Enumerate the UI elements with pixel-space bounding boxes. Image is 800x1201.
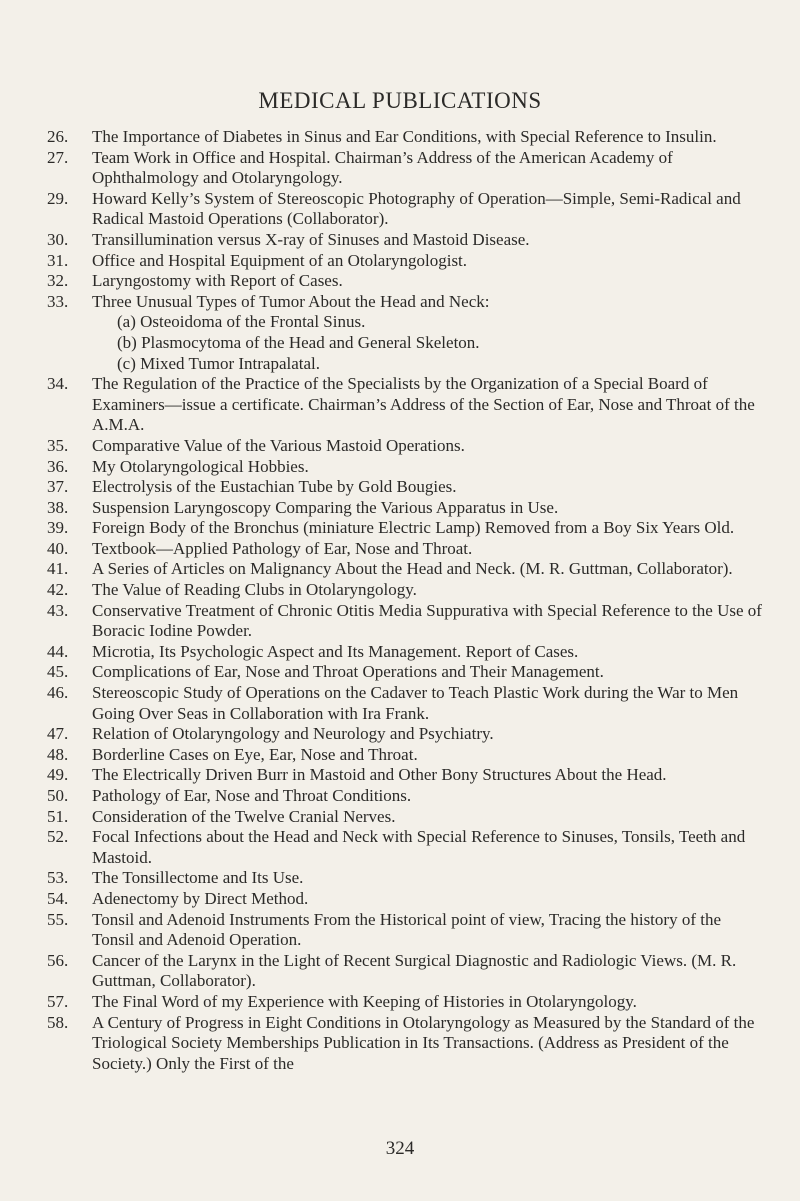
item-number: 50. — [47, 786, 69, 805]
item-text: Pathology of Ear, Nose and Throat Conditions. — [92, 786, 412, 805]
item-text: Comparative Value of the Various Mastoid Operations. — [92, 435, 465, 455]
item-text: The Electrically Driven Burr in Mastoid and Other Bony Structures About the Head. — [92, 765, 667, 785]
page-number: 324 — [385, 1138, 415, 1159]
item-text: Conservative Treatment of Chronic Otitis Media Suppurativa with Special Reference to the Use of Boracic Iodine Powder. — [92, 600, 762, 641]
item-text: Focal Infections about the Head and Neck with Special Reference to Sinuses, Tonsils, Teeth and Mastoid. — [92, 827, 746, 867]
item-text: Foreign Body of the Bronchus (miniature Electric Lamp) Removed from a Boy Six Years Old. — [92, 518, 735, 538]
list-item — [47, 786, 762, 807]
list-item — [47, 477, 762, 498]
list-item — [47, 601, 762, 642]
item-text: Electrolysis of the Eustachian Tube by Gold Bougies. — [92, 477, 457, 497]
item-text: Three Unusual Types of Tumor About the Head and Neck: — [92, 291, 490, 311]
item-text: The Regulation of the Practice of the Specialists by the Organization of a Special Board of Examiners—issue a certificate. Chairman’s Address of the Section of Ear, Nose and Throat of the A.M.A. — [92, 374, 755, 435]
item-number: 58. — [47, 1012, 69, 1032]
list-item — [47, 148, 762, 189]
list-item — [47, 189, 762, 230]
item-number: 31. — [47, 250, 69, 270]
publication-list — [47, 127, 762, 1074]
list-item — [47, 683, 762, 724]
item-text: Team Work in Office and Hospital. Chairman’s Address of the American Academy of Ophthalmology and Otolaryngology. — [92, 147, 673, 188]
item-text: Microtia, Its Psychologic Aspect and Its Management. Report of Cases. — [92, 641, 579, 661]
item-text: Adenectomy by Direct Method. — [92, 888, 309, 908]
item-text: Relation of Otolaryngology and Neurology and Psychiatry. — [92, 724, 494, 744]
list-item — [47, 765, 762, 786]
item-text: The Final Word of my Experience with Keeping of Histories in Otolaryngology. — [92, 991, 637, 1011]
item-number: 38. — [47, 497, 69, 517]
item-text: Office and Hospital Equipment of an Otolaryngologist. — [92, 250, 468, 270]
list-item — [47, 539, 762, 560]
item-text: Tonsil and Adenoid Instruments From the Historical point of view, Tracing the history of the Tonsil and Adenoid Operation. — [92, 909, 721, 950]
list-item — [47, 559, 762, 580]
item-number: 54. — [47, 888, 69, 908]
list-item — [47, 127, 762, 148]
item-number: 46. — [47, 683, 69, 703]
item-number: 39. — [47, 518, 69, 538]
item-number: 29. — [47, 188, 69, 208]
item-text: Laryngostomy with Report of Cases. — [92, 271, 343, 291]
list-item — [47, 580, 762, 601]
item-text: Howard Kelly’s System of Stereoscopic Photography of Operation—Simple, Semi-Radical and Radical Mastoid Operations (Collaborator). — [92, 188, 741, 229]
page-heading: MEDICAL PUBLICATIONS — [258, 88, 542, 113]
list-item — [47, 807, 762, 828]
list-item — [47, 662, 762, 683]
item-number: 37. — [47, 477, 69, 497]
list-item — [47, 271, 762, 292]
item-text: The Value of Reading Clubs in Otolaryngology. — [92, 580, 417, 600]
item-text: A Century of Progress in Eight Conditions in Otolaryngology as Measured by the Standard of the Triological Society Memberships Publication in Its Transactions. (Address as President of the Society.) Only the First of the — [92, 1012, 755, 1073]
list-item — [47, 724, 762, 745]
sub-item: (c) Mixed Tumor Intrapalatal. — [117, 353, 321, 373]
item-number: 30. — [47, 229, 69, 249]
item-text: Cancer of the Larynx in the Light of Recent Surgical Diagnostic and Radiologic Views. (M. R. Guttman, Collaborator). — [92, 950, 737, 991]
list-item — [47, 498, 762, 519]
item-number: 42. — [47, 580, 69, 600]
item-text: My Otolaryngological Hobbies. — [92, 456, 309, 476]
item-number: 43. — [47, 600, 69, 620]
item-number: 52. — [47, 827, 69, 847]
list-item — [47, 951, 762, 992]
item-number: 55. — [47, 909, 69, 929]
item-number: 53. — [47, 868, 69, 888]
item-number: 41. — [47, 559, 69, 579]
item-text: Consideration of the Twelve Cranial Nerves. — [92, 806, 396, 826]
list-item — [47, 910, 762, 951]
list-item — [47, 374, 762, 436]
item-text: A Series of Articles on Malignancy About the Head and Neck. (M. R. Guttman, Collaborator). — [92, 559, 733, 579]
list-item — [47, 292, 762, 313]
item-number: 34. — [47, 374, 69, 394]
item-number: 44. — [47, 641, 69, 661]
item-number: 35. — [47, 435, 69, 455]
item-number: 47. — [47, 724, 69, 744]
item-text: Textbook—Applied Pathology of Ear, Nose and Throat. — [92, 538, 473, 558]
item-number: 32. — [47, 271, 69, 291]
sub-item: (a) Osteoidoma of the Frontal Sinus. — [117, 312, 366, 332]
list-item — [47, 1013, 762, 1075]
item-text: The Importance of Diabetes in Sinus and Ear Conditions, with Special Reference to Insulin. — [92, 127, 717, 146]
list-item — [47, 745, 762, 766]
item-number: 49. — [47, 765, 69, 785]
item-number: 36. — [47, 456, 69, 476]
list-item — [47, 436, 762, 457]
item-number: 57. — [47, 991, 69, 1011]
item-number: 45. — [47, 662, 69, 682]
item-number: 26. — [47, 127, 69, 146]
list-item — [47, 251, 762, 272]
list-item — [47, 827, 762, 868]
item-text: Complications of Ear, Nose and Throat Operations and Their Management. — [92, 662, 604, 682]
list-item — [47, 992, 762, 1013]
item-number: 27. — [47, 147, 69, 167]
item-number: 51. — [47, 806, 69, 826]
list-item — [47, 518, 762, 539]
item-number: 40. — [47, 538, 69, 558]
list-item — [47, 457, 762, 478]
item-number: 48. — [47, 744, 69, 764]
item-text: Borderline Cases on Eye, Ear, Nose and Throat. — [92, 744, 418, 764]
item-text: The Tonsillectome and Its Use. — [92, 868, 304, 888]
list-item — [47, 889, 762, 910]
item-text: Suspension Laryngoscopy Comparing the Various Apparatus in Use. — [92, 497, 559, 517]
list-item — [47, 642, 762, 663]
list-item — [47, 230, 762, 251]
item-text: Stereoscopic Study of Operations on the Cadaver to Teach Plastic Work during the War to Men Going Over Seas in Collaboration with Ira Frank. — [92, 683, 739, 723]
item-number: 33. — [47, 291, 69, 311]
item-text: Transillumination versus X-ray of Sinuses and Mastoid Disease. — [92, 229, 530, 249]
item-number: 56. — [47, 950, 69, 970]
list-item — [47, 868, 762, 889]
sub-item: (b) Plasmocytoma of the Head and General Skeleton. — [117, 332, 480, 352]
